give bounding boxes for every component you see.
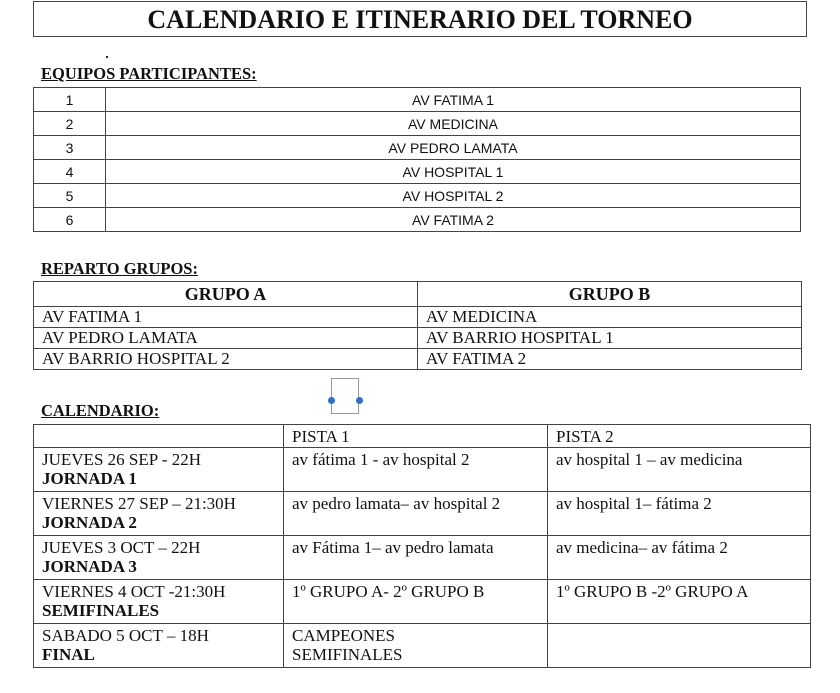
jornada-label: JORNADA 1 <box>42 469 137 488</box>
groups-table <box>33 281 802 370</box>
date-cell <box>34 536 284 580</box>
table-row <box>34 349 802 370</box>
table-row <box>34 448 811 492</box>
date-cell <box>34 448 284 492</box>
team-name: AV HOSPITAL 2 <box>106 184 801 208</box>
group-a-header: GRUPO A <box>34 282 418 307</box>
pista-2-match: av medicina– av fátima 2 <box>548 536 811 580</box>
group-b-header: GRUPO B <box>418 282 802 307</box>
pista-1-match: av Fátima 1– av pedro lamata <box>284 536 548 580</box>
match-date: VIERNES 27 SEP – 21:30H <box>42 494 236 513</box>
group-b-team: AV MEDICINA <box>418 307 802 328</box>
table-row <box>34 88 801 112</box>
match-date: JUEVES 3 OCT – 22H <box>42 538 201 557</box>
team-number: 4 <box>34 160 106 184</box>
table-row <box>34 112 801 136</box>
team-number: 1 <box>34 88 106 112</box>
team-name: AV FATIMA 2 <box>106 208 801 232</box>
table-header-row <box>34 282 802 307</box>
pista-1-match: 1º GRUPO A- 2º GRUPO B <box>284 580 548 624</box>
table-row <box>34 160 801 184</box>
pista-1-match: av pedro lamata– av hospital 2 <box>284 492 548 536</box>
table-row <box>34 492 811 536</box>
group-b-team: AV FATIMA 2 <box>418 349 802 370</box>
table-row <box>34 136 801 160</box>
teams-heading: EQUIPOS PARTICIPANTES: <box>41 64 257 83</box>
jornada-label: JORNADA 2 <box>42 513 137 532</box>
calendar-heading: CALENDARIO: <box>41 401 160 420</box>
pista-2-match <box>548 624 811 668</box>
table-row <box>34 208 801 232</box>
table-row <box>34 536 811 580</box>
document-title: CALENDARIO E ITINERARIO DEL TORNEO <box>33 1 807 37</box>
table-row <box>34 307 802 328</box>
group-b-team: AV BARRIO HOSPITAL 1 <box>418 328 802 349</box>
group-a-team: AV BARRIO HOSPITAL 2 <box>34 349 418 370</box>
match-date: VIERNES 4 OCT -21:30H <box>42 582 226 601</box>
team-number: 6 <box>34 208 106 232</box>
team-name: AV PEDRO LAMATA <box>106 136 801 160</box>
pista-2-header: PISTA 2 <box>548 425 811 448</box>
pista-1-match: CAMPEONES SEMIFINALES <box>284 624 548 668</box>
pista-2-match: 1º GRUPO B -2º GRUPO A <box>548 580 811 624</box>
team-number: 3 <box>34 136 106 160</box>
pista-1-header: PISTA 1 <box>284 425 548 448</box>
pista-2-match: av hospital 1 – av medicina <box>548 448 811 492</box>
table-row <box>34 184 801 208</box>
team-number: 5 <box>34 184 106 208</box>
date-cell <box>34 624 284 668</box>
stray-dot <box>106 56 108 58</box>
group-a-team: AV FATIMA 1 <box>34 307 418 328</box>
group-a-team: AV PEDRO LAMATA <box>34 328 418 349</box>
team-name: AV FATIMA 1 <box>106 88 801 112</box>
date-cell <box>34 492 284 536</box>
team-number: 2 <box>34 112 106 136</box>
date-cell <box>34 580 284 624</box>
resize-handle-right[interactable] <box>356 397 363 404</box>
pista-1-match: av fátima 1 - av hospital 2 <box>284 448 548 492</box>
selection-frame[interactable] <box>331 378 359 414</box>
teams-table <box>33 87 801 232</box>
team-name: AV HOSPITAL 1 <box>106 160 801 184</box>
team-name: AV MEDICINA <box>106 112 801 136</box>
date-column-header <box>34 425 284 448</box>
table-row <box>34 328 802 349</box>
table-row <box>34 580 811 624</box>
jornada-label: FINAL <box>42 645 95 664</box>
table-row <box>34 624 811 668</box>
resize-handle-left[interactable] <box>328 397 335 404</box>
match-date: SABADO 5 OCT – 18H <box>42 626 209 645</box>
jornada-label: SEMIFINALES <box>42 601 160 620</box>
table-header-row <box>34 425 811 448</box>
pista-2-match: av hospital 1– fátima 2 <box>548 492 811 536</box>
calendar-table <box>33 424 811 668</box>
jornada-label: JORNADA 3 <box>42 557 137 576</box>
groups-heading: REPARTO GRUPOS: <box>41 259 198 278</box>
match-date: JUEVES 26 SEP - 22H <box>42 450 201 469</box>
